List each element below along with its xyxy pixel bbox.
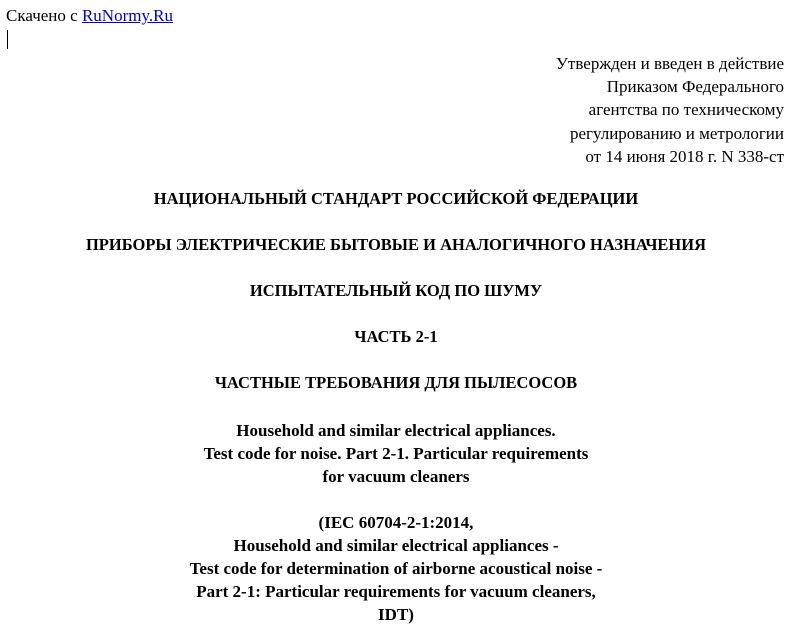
title-sub-heading: ИСПЫТАТЕЛЬНЫЙ КОД ПО ШУМУ — [249, 281, 543, 300]
text-cursor — [7, 30, 8, 49]
part-heading: ЧАСТЬ 2-1 — [354, 327, 438, 346]
runormy-link[interactable]: RuNormy.Ru — [81, 6, 173, 25]
source-line — [6, 6, 173, 26]
approval-line: от 14 июня 2018 г. N 338-ст — [585, 146, 784, 166]
english-title-line: for vacuum cleaners — [322, 467, 470, 486]
iec-reference-line: Part 2-1: Particular requirements for vacuum cleaners, — [196, 582, 596, 601]
approval-line: Утвержден и введен в действие — [555, 54, 784, 73]
iec-reference — [0, 511, 792, 626]
source-prefix: Скачено с — [6, 6, 82, 25]
english-title-line: Household and similar electrical appliances. — [236, 421, 556, 440]
english-title — [0, 419, 792, 488]
approval-line: регулированию и метрологии — [569, 123, 784, 143]
approval-line: Приказом Федерального — [606, 77, 784, 97]
iec-reference-line: (IEC 60704-2-1:2014, — [318, 513, 474, 532]
title-main-heading: ПРИБОРЫ ЭЛЕКТРИЧЕСКИЕ БЫТОВЫЕ И АНАЛОГИЧНОГО НАЗНАЧЕНИЯ — [85, 235, 707, 254]
iec-reference-line: Household and similar electrical appliances - — [233, 536, 559, 555]
iec-reference-line: Test code for determination of airborne acoustical noise - — [189, 559, 603, 578]
standard-type-heading: НАЦИОНАЛЬНЫЙ СТАНДАРТ РОССИЙСКОЙ ФЕДЕРАЦИИ — [153, 189, 639, 208]
iec-reference-line: IDT) — [378, 605, 414, 624]
approval-block — [556, 52, 784, 168]
part-title-heading: ЧАСТНЫЕ ТРЕБОВАНИЯ ДЛЯ ПЫЛЕСОСОВ — [214, 373, 578, 392]
english-title-line: Test code for noise. Part 2-1. Particular requirements — [203, 444, 589, 463]
approval-line: агентства по техническому — [588, 100, 784, 120]
